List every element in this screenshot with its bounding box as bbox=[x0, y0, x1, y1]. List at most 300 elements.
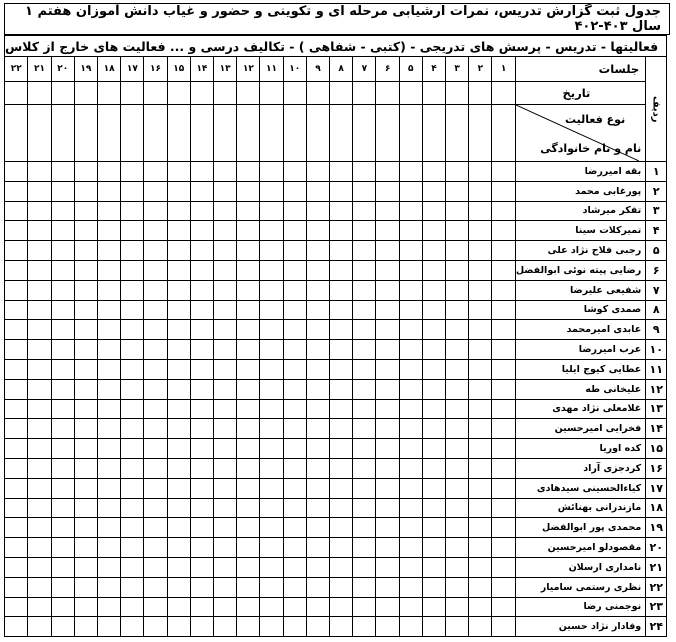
grade-cell[interactable] bbox=[260, 379, 283, 399]
grade-cell[interactable] bbox=[74, 162, 97, 182]
grade-cell[interactable] bbox=[237, 419, 260, 439]
grade-cell[interactable] bbox=[283, 379, 306, 399]
grade-cell[interactable] bbox=[214, 340, 237, 360]
grade-cell[interactable] bbox=[51, 340, 74, 360]
grade-cell[interactable] bbox=[446, 280, 469, 300]
grade-cell[interactable] bbox=[98, 359, 121, 379]
grade-cell[interactable] bbox=[121, 221, 144, 241]
grade-cell[interactable] bbox=[190, 162, 213, 182]
grade-cell[interactable] bbox=[306, 260, 329, 280]
grade-cell[interactable] bbox=[144, 162, 167, 182]
grade-cell[interactable] bbox=[260, 538, 283, 558]
grade-cell[interactable] bbox=[74, 597, 97, 617]
grade-cell[interactable] bbox=[98, 439, 121, 459]
grade-cell[interactable] bbox=[492, 439, 515, 459]
grade-cell[interactable] bbox=[283, 498, 306, 518]
grade-cell[interactable] bbox=[121, 478, 144, 498]
grade-cell[interactable] bbox=[5, 320, 28, 340]
grade-cell[interactable] bbox=[353, 300, 376, 320]
grade-cell[interactable] bbox=[376, 241, 399, 261]
grade-cell[interactable] bbox=[237, 557, 260, 577]
grade-cell[interactable] bbox=[469, 340, 492, 360]
grade-cell[interactable] bbox=[330, 399, 353, 419]
grade-cell[interactable] bbox=[283, 241, 306, 261]
grade-cell[interactable] bbox=[353, 181, 376, 201]
grade-cell[interactable] bbox=[121, 538, 144, 558]
grade-cell[interactable] bbox=[237, 538, 260, 558]
grade-cell[interactable] bbox=[283, 181, 306, 201]
grade-cell[interactable] bbox=[51, 399, 74, 419]
grade-cell[interactable] bbox=[74, 181, 97, 201]
grade-cell[interactable] bbox=[144, 181, 167, 201]
grade-cell[interactable] bbox=[190, 181, 213, 201]
grade-cell[interactable] bbox=[306, 340, 329, 360]
grade-cell[interactable] bbox=[376, 597, 399, 617]
grade-cell[interactable] bbox=[353, 478, 376, 498]
grade-cell[interactable] bbox=[5, 300, 28, 320]
grade-cell[interactable] bbox=[74, 340, 97, 360]
grade-cell[interactable] bbox=[422, 379, 445, 399]
grade-cell[interactable] bbox=[330, 260, 353, 280]
grade-cell[interactable] bbox=[306, 201, 329, 221]
grade-cell[interactable] bbox=[446, 577, 469, 597]
grade-cell[interactable] bbox=[492, 557, 515, 577]
grade-cell[interactable] bbox=[51, 538, 74, 558]
grade-cell[interactable] bbox=[353, 419, 376, 439]
grade-cell[interactable] bbox=[353, 221, 376, 241]
grade-cell[interactable] bbox=[190, 617, 213, 637]
grade-cell[interactable] bbox=[237, 478, 260, 498]
grade-cell[interactable] bbox=[214, 241, 237, 261]
grade-cell[interactable] bbox=[237, 340, 260, 360]
grade-cell[interactable] bbox=[376, 518, 399, 538]
grade-cell[interactable] bbox=[74, 280, 97, 300]
grade-cell[interactable] bbox=[376, 260, 399, 280]
grade-cell[interactable] bbox=[98, 518, 121, 538]
grade-cell[interactable] bbox=[283, 340, 306, 360]
grade-cell[interactable] bbox=[98, 458, 121, 478]
grade-cell[interactable] bbox=[492, 617, 515, 637]
grade-cell[interactable] bbox=[74, 379, 97, 399]
grade-cell[interactable] bbox=[376, 201, 399, 221]
grade-cell[interactable] bbox=[306, 241, 329, 261]
grade-cell[interactable] bbox=[399, 280, 422, 300]
grade-cell[interactable] bbox=[28, 419, 51, 439]
grade-cell[interactable] bbox=[98, 399, 121, 419]
grade-cell[interactable] bbox=[492, 280, 515, 300]
grade-cell[interactable] bbox=[74, 478, 97, 498]
grade-cell[interactable] bbox=[167, 538, 190, 558]
grade-cell[interactable] bbox=[51, 518, 74, 538]
grade-cell[interactable] bbox=[167, 181, 190, 201]
grade-cell[interactable] bbox=[98, 597, 121, 617]
grade-cell[interactable] bbox=[121, 201, 144, 221]
grade-cell[interactable] bbox=[446, 399, 469, 419]
grade-cell[interactable] bbox=[446, 241, 469, 261]
grade-cell[interactable] bbox=[260, 419, 283, 439]
grade-cell[interactable] bbox=[283, 201, 306, 221]
grade-cell[interactable] bbox=[330, 340, 353, 360]
grade-cell[interactable] bbox=[214, 201, 237, 221]
grade-cell[interactable] bbox=[306, 597, 329, 617]
grade-cell[interactable] bbox=[399, 538, 422, 558]
grade-cell[interactable] bbox=[98, 538, 121, 558]
grade-cell[interactable] bbox=[492, 577, 515, 597]
grade-cell[interactable] bbox=[167, 162, 190, 182]
grade-cell[interactable] bbox=[28, 221, 51, 241]
grade-cell[interactable] bbox=[422, 439, 445, 459]
grade-cell[interactable] bbox=[74, 359, 97, 379]
grade-cell[interactable] bbox=[469, 201, 492, 221]
grade-cell[interactable] bbox=[74, 498, 97, 518]
grade-cell[interactable] bbox=[167, 280, 190, 300]
grade-cell[interactable] bbox=[28, 181, 51, 201]
grade-cell[interactable] bbox=[214, 577, 237, 597]
grade-cell[interactable] bbox=[167, 498, 190, 518]
grade-cell[interactable] bbox=[260, 478, 283, 498]
grade-cell[interactable] bbox=[5, 538, 28, 558]
grade-cell[interactable] bbox=[144, 439, 167, 459]
grade-cell[interactable] bbox=[144, 379, 167, 399]
grade-cell[interactable] bbox=[353, 577, 376, 597]
grade-cell[interactable] bbox=[376, 439, 399, 459]
grade-cell[interactable] bbox=[330, 300, 353, 320]
grade-cell[interactable] bbox=[376, 478, 399, 498]
grade-cell[interactable] bbox=[330, 597, 353, 617]
grade-cell[interactable] bbox=[144, 538, 167, 558]
grade-cell[interactable] bbox=[492, 419, 515, 439]
grade-cell[interactable] bbox=[190, 557, 213, 577]
grade-cell[interactable] bbox=[144, 320, 167, 340]
grade-cell[interactable] bbox=[492, 260, 515, 280]
grade-cell[interactable] bbox=[446, 260, 469, 280]
grade-cell[interactable] bbox=[376, 498, 399, 518]
grade-cell[interactable] bbox=[260, 201, 283, 221]
grade-cell[interactable] bbox=[98, 162, 121, 182]
grade-cell[interactable] bbox=[260, 221, 283, 241]
grade-cell[interactable] bbox=[237, 577, 260, 597]
grade-cell[interactable] bbox=[260, 597, 283, 617]
grade-cell[interactable] bbox=[74, 241, 97, 261]
grade-cell[interactable] bbox=[492, 399, 515, 419]
grade-cell[interactable] bbox=[51, 419, 74, 439]
grade-cell[interactable] bbox=[5, 557, 28, 577]
grade-cell[interactable] bbox=[74, 221, 97, 241]
grade-cell[interactable] bbox=[353, 458, 376, 478]
grade-cell[interactable] bbox=[492, 597, 515, 617]
grade-cell[interactable] bbox=[144, 280, 167, 300]
grade-cell[interactable] bbox=[422, 359, 445, 379]
grade-cell[interactable] bbox=[376, 340, 399, 360]
grade-cell[interactable] bbox=[121, 280, 144, 300]
grade-cell[interactable] bbox=[469, 419, 492, 439]
grade-cell[interactable] bbox=[237, 617, 260, 637]
grade-cell[interactable] bbox=[98, 617, 121, 637]
grade-cell[interactable] bbox=[98, 478, 121, 498]
grade-cell[interactable] bbox=[492, 498, 515, 518]
grade-cell[interactable] bbox=[399, 478, 422, 498]
grade-cell[interactable] bbox=[353, 557, 376, 577]
grade-cell[interactable] bbox=[121, 498, 144, 518]
grade-cell[interactable] bbox=[422, 597, 445, 617]
grade-cell[interactable] bbox=[121, 399, 144, 419]
grade-cell[interactable] bbox=[446, 162, 469, 182]
grade-cell[interactable] bbox=[74, 300, 97, 320]
grade-cell[interactable] bbox=[422, 280, 445, 300]
grade-cell[interactable] bbox=[144, 221, 167, 241]
grade-cell[interactable] bbox=[330, 201, 353, 221]
grade-cell[interactable] bbox=[330, 557, 353, 577]
grade-cell[interactable] bbox=[422, 478, 445, 498]
grade-cell[interactable] bbox=[330, 241, 353, 261]
grade-cell[interactable] bbox=[399, 201, 422, 221]
grade-cell[interactable] bbox=[283, 280, 306, 300]
grade-cell[interactable] bbox=[353, 162, 376, 182]
grade-cell[interactable] bbox=[74, 458, 97, 478]
grade-cell[interactable] bbox=[28, 320, 51, 340]
grade-cell[interactable] bbox=[422, 399, 445, 419]
grade-cell[interactable] bbox=[446, 617, 469, 637]
grade-cell[interactable] bbox=[260, 458, 283, 478]
grade-cell[interactable] bbox=[492, 458, 515, 478]
grade-cell[interactable] bbox=[492, 300, 515, 320]
grade-cell[interactable] bbox=[5, 439, 28, 459]
grade-cell[interactable] bbox=[306, 439, 329, 459]
grade-cell[interactable] bbox=[98, 557, 121, 577]
grade-cell[interactable] bbox=[51, 577, 74, 597]
grade-cell[interactable] bbox=[5, 241, 28, 261]
grade-cell[interactable] bbox=[214, 538, 237, 558]
grade-cell[interactable] bbox=[353, 320, 376, 340]
grade-cell[interactable] bbox=[469, 260, 492, 280]
grade-cell[interactable] bbox=[190, 439, 213, 459]
grade-cell[interactable] bbox=[5, 498, 28, 518]
grade-cell[interactable] bbox=[260, 241, 283, 261]
grade-cell[interactable] bbox=[283, 557, 306, 577]
grade-cell[interactable] bbox=[121, 577, 144, 597]
grade-cell[interactable] bbox=[74, 538, 97, 558]
grade-cell[interactable] bbox=[330, 518, 353, 538]
grade-cell[interactable] bbox=[283, 518, 306, 538]
grade-cell[interactable] bbox=[376, 458, 399, 478]
grade-cell[interactable] bbox=[214, 498, 237, 518]
grade-cell[interactable] bbox=[214, 399, 237, 419]
grade-cell[interactable] bbox=[167, 379, 190, 399]
grade-cell[interactable] bbox=[144, 577, 167, 597]
grade-cell[interactable] bbox=[399, 181, 422, 201]
grade-cell[interactable] bbox=[399, 518, 422, 538]
grade-cell[interactable] bbox=[51, 280, 74, 300]
grade-cell[interactable] bbox=[330, 221, 353, 241]
grade-cell[interactable] bbox=[98, 181, 121, 201]
grade-cell[interactable] bbox=[98, 340, 121, 360]
grade-cell[interactable] bbox=[469, 399, 492, 419]
grade-cell[interactable] bbox=[330, 478, 353, 498]
grade-cell[interactable] bbox=[121, 557, 144, 577]
grade-cell[interactable] bbox=[190, 280, 213, 300]
grade-cell[interactable] bbox=[469, 221, 492, 241]
grade-cell[interactable] bbox=[190, 577, 213, 597]
grade-cell[interactable] bbox=[306, 320, 329, 340]
grade-cell[interactable] bbox=[492, 538, 515, 558]
grade-cell[interactable] bbox=[353, 439, 376, 459]
grade-cell[interactable] bbox=[190, 379, 213, 399]
grade-cell[interactable] bbox=[121, 419, 144, 439]
grade-cell[interactable] bbox=[376, 379, 399, 399]
grade-cell[interactable] bbox=[51, 181, 74, 201]
grade-cell[interactable] bbox=[260, 359, 283, 379]
grade-cell[interactable] bbox=[167, 617, 190, 637]
grade-cell[interactable] bbox=[353, 399, 376, 419]
grade-cell[interactable] bbox=[28, 458, 51, 478]
grade-cell[interactable] bbox=[121, 260, 144, 280]
grade-cell[interactable] bbox=[306, 181, 329, 201]
grade-cell[interactable] bbox=[469, 538, 492, 558]
grade-cell[interactable] bbox=[237, 399, 260, 419]
grade-cell[interactable] bbox=[330, 280, 353, 300]
grade-cell[interactable] bbox=[376, 557, 399, 577]
grade-cell[interactable] bbox=[446, 478, 469, 498]
grade-cell[interactable] bbox=[260, 399, 283, 419]
grade-cell[interactable] bbox=[28, 300, 51, 320]
grade-cell[interactable] bbox=[5, 518, 28, 538]
grade-cell[interactable] bbox=[167, 577, 190, 597]
grade-cell[interactable] bbox=[283, 399, 306, 419]
grade-cell[interactable] bbox=[469, 557, 492, 577]
grade-cell[interactable] bbox=[422, 162, 445, 182]
grade-cell[interactable] bbox=[167, 419, 190, 439]
grade-cell[interactable] bbox=[214, 280, 237, 300]
grade-cell[interactable] bbox=[98, 577, 121, 597]
grade-cell[interactable] bbox=[28, 518, 51, 538]
grade-cell[interactable] bbox=[283, 597, 306, 617]
grade-cell[interactable] bbox=[260, 498, 283, 518]
grade-cell[interactable] bbox=[237, 162, 260, 182]
grade-cell[interactable] bbox=[167, 300, 190, 320]
grade-cell[interactable] bbox=[306, 498, 329, 518]
grade-cell[interactable] bbox=[469, 617, 492, 637]
grade-cell[interactable] bbox=[469, 597, 492, 617]
grade-cell[interactable] bbox=[330, 379, 353, 399]
grade-cell[interactable] bbox=[260, 340, 283, 360]
grade-cell[interactable] bbox=[399, 458, 422, 478]
grade-cell[interactable] bbox=[492, 201, 515, 221]
grade-cell[interactable] bbox=[237, 260, 260, 280]
grade-cell[interactable] bbox=[237, 379, 260, 399]
grade-cell[interactable] bbox=[5, 340, 28, 360]
grade-cell[interactable] bbox=[190, 241, 213, 261]
grade-cell[interactable] bbox=[5, 221, 28, 241]
grade-cell[interactable] bbox=[190, 498, 213, 518]
grade-cell[interactable] bbox=[237, 458, 260, 478]
grade-cell[interactable] bbox=[121, 379, 144, 399]
grade-cell[interactable] bbox=[214, 320, 237, 340]
grade-cell[interactable] bbox=[306, 359, 329, 379]
grade-cell[interactable] bbox=[260, 557, 283, 577]
grade-cell[interactable] bbox=[214, 379, 237, 399]
grade-cell[interactable] bbox=[28, 241, 51, 261]
grade-cell[interactable] bbox=[422, 340, 445, 360]
grade-cell[interactable] bbox=[306, 162, 329, 182]
grade-cell[interactable] bbox=[306, 300, 329, 320]
grade-cell[interactable] bbox=[446, 557, 469, 577]
grade-cell[interactable] bbox=[167, 597, 190, 617]
grade-cell[interactable] bbox=[5, 577, 28, 597]
grade-cell[interactable] bbox=[28, 439, 51, 459]
grade-cell[interactable] bbox=[446, 300, 469, 320]
grade-cell[interactable] bbox=[330, 538, 353, 558]
grade-cell[interactable] bbox=[214, 478, 237, 498]
grade-cell[interactable] bbox=[98, 379, 121, 399]
grade-cell[interactable] bbox=[306, 478, 329, 498]
grade-cell[interactable] bbox=[492, 359, 515, 379]
grade-cell[interactable] bbox=[5, 597, 28, 617]
grade-cell[interactable] bbox=[237, 498, 260, 518]
grade-cell[interactable] bbox=[167, 478, 190, 498]
grade-cell[interactable] bbox=[190, 458, 213, 478]
grade-cell[interactable] bbox=[306, 419, 329, 439]
grade-cell[interactable] bbox=[98, 260, 121, 280]
grade-cell[interactable] bbox=[144, 399, 167, 419]
grade-cell[interactable] bbox=[399, 498, 422, 518]
grade-cell[interactable] bbox=[422, 260, 445, 280]
grade-cell[interactable] bbox=[144, 340, 167, 360]
grade-cell[interactable] bbox=[469, 498, 492, 518]
grade-cell[interactable] bbox=[353, 597, 376, 617]
grade-cell[interactable] bbox=[51, 379, 74, 399]
grade-cell[interactable] bbox=[144, 458, 167, 478]
grade-cell[interactable] bbox=[28, 280, 51, 300]
grade-cell[interactable] bbox=[51, 478, 74, 498]
grade-cell[interactable] bbox=[51, 597, 74, 617]
grade-cell[interactable] bbox=[51, 162, 74, 182]
grade-cell[interactable] bbox=[492, 162, 515, 182]
grade-cell[interactable] bbox=[121, 518, 144, 538]
grade-cell[interactable] bbox=[5, 478, 28, 498]
grade-cell[interactable] bbox=[376, 181, 399, 201]
grade-cell[interactable] bbox=[74, 419, 97, 439]
grade-cell[interactable] bbox=[260, 260, 283, 280]
grade-cell[interactable] bbox=[376, 280, 399, 300]
grade-cell[interactable] bbox=[214, 181, 237, 201]
grade-cell[interactable] bbox=[260, 162, 283, 182]
grade-cell[interactable] bbox=[330, 439, 353, 459]
grade-cell[interactable] bbox=[167, 399, 190, 419]
grade-cell[interactable] bbox=[353, 538, 376, 558]
grade-cell[interactable] bbox=[214, 221, 237, 241]
grade-cell[interactable] bbox=[469, 577, 492, 597]
grade-cell[interactable] bbox=[5, 201, 28, 221]
grade-cell[interactable] bbox=[144, 300, 167, 320]
grade-cell[interactable] bbox=[260, 617, 283, 637]
grade-cell[interactable] bbox=[469, 379, 492, 399]
grade-cell[interactable] bbox=[469, 280, 492, 300]
grade-cell[interactable] bbox=[144, 617, 167, 637]
grade-cell[interactable] bbox=[399, 241, 422, 261]
grade-cell[interactable] bbox=[167, 201, 190, 221]
grade-cell[interactable] bbox=[330, 458, 353, 478]
grade-cell[interactable] bbox=[399, 379, 422, 399]
grade-cell[interactable] bbox=[237, 320, 260, 340]
grade-cell[interactable] bbox=[237, 181, 260, 201]
grade-cell[interactable] bbox=[167, 320, 190, 340]
grade-cell[interactable] bbox=[190, 399, 213, 419]
grade-cell[interactable] bbox=[74, 557, 97, 577]
grade-cell[interactable] bbox=[469, 518, 492, 538]
grade-cell[interactable] bbox=[422, 458, 445, 478]
grade-cell[interactable] bbox=[330, 162, 353, 182]
grade-cell[interactable] bbox=[5, 162, 28, 182]
